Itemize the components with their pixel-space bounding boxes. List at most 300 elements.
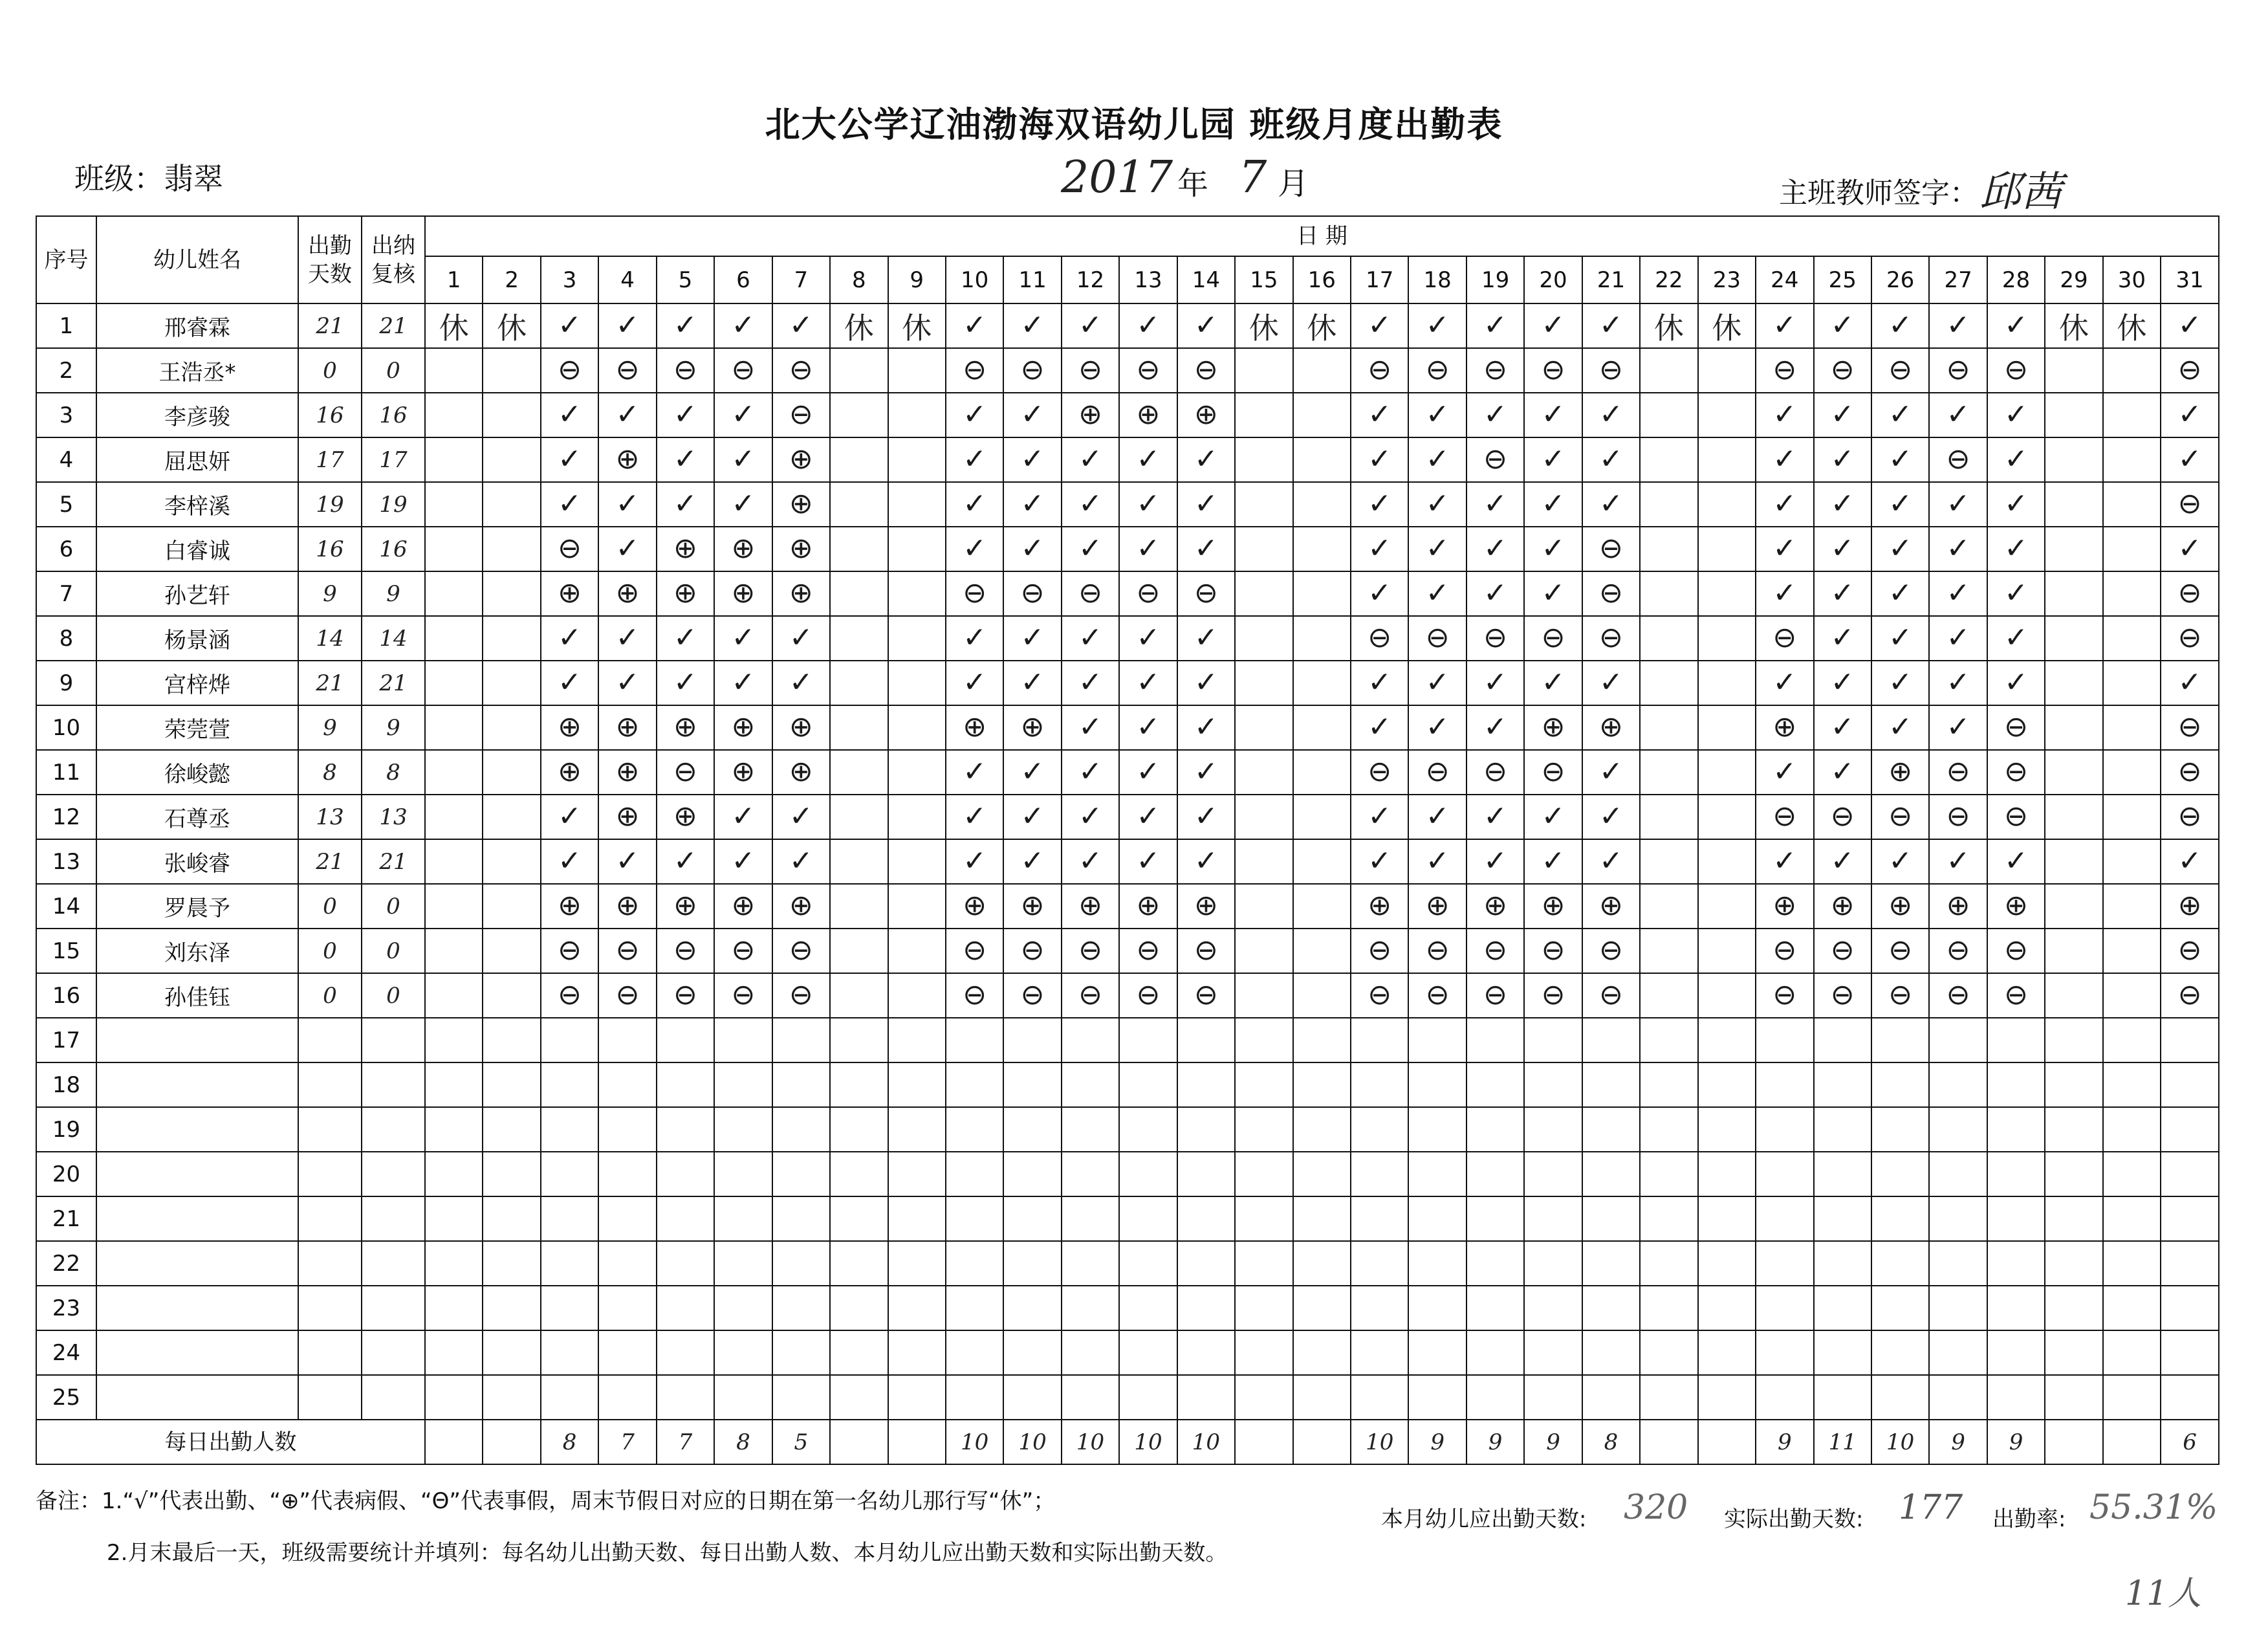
attendance-days: 0: [298, 884, 362, 929]
attendance-cell: [1351, 1286, 1408, 1330]
attendance-cell: [714, 973, 772, 1018]
student-row: [36, 1196, 2219, 1241]
month-unit: 月: [1278, 166, 1309, 202]
attendance-cell: [2161, 1196, 2219, 1241]
attendance-cell: [1467, 884, 1524, 929]
attendance-cell: [425, 571, 483, 616]
student-row: [36, 1375, 2219, 1420]
row-number: 3: [36, 393, 96, 437]
row-number: 8: [36, 616, 96, 661]
attendance-cell: [946, 1241, 1003, 1286]
attendance-cell: [1467, 705, 1524, 750]
attendance-cell: [946, 661, 1003, 705]
personal-leave-mark: ⊖: [789, 398, 813, 431]
header-days-line2: 天数: [308, 261, 352, 287]
attendance-cell: [1582, 1107, 1640, 1152]
attendance-cell: [1062, 795, 1119, 839]
holiday-mark: 休: [844, 310, 874, 346]
row-number: 5: [36, 482, 96, 527]
attendance-cell: [1987, 929, 2045, 973]
attendance-cell: [1467, 1107, 1524, 1152]
attendance-cell: [1929, 482, 1987, 527]
attendance-cell: [1293, 393, 1351, 437]
attendance-cell: [1467, 482, 1524, 527]
present-mark: ✓: [1599, 844, 1623, 877]
sick-leave-mark: ⊕: [963, 710, 987, 743]
attendance-cell: [598, 750, 656, 795]
attendance-cell: [1003, 527, 1061, 571]
present-mark: ✓: [1078, 532, 1102, 565]
attendance-cell: [1235, 303, 1292, 348]
attendance-cell: [1003, 616, 1061, 661]
attendance-cell: [2161, 348, 2219, 393]
attendance-cell: [1640, 884, 1697, 929]
attendance-cell: [1871, 1107, 1929, 1152]
attendance-days: [298, 1241, 362, 1286]
attendance-cell: [772, 661, 830, 705]
attendance-cell: [830, 482, 888, 527]
rate-value: 55.31%: [2089, 1488, 2218, 1527]
holiday-mark: 休: [2058, 310, 2089, 346]
cashier-check: 14: [362, 616, 425, 661]
attendance-cell: [1756, 1241, 1813, 1286]
attendance-cell: [946, 1330, 1003, 1375]
page-title: 北大公学辽油渤海双语幼儿园 班级月度出勤表: [765, 104, 1503, 145]
attendance-days: 9: [298, 571, 362, 616]
attendance-cell: [598, 884, 656, 929]
attendance-cell: [541, 571, 598, 616]
present-mark: ✓: [1541, 532, 1565, 565]
personal-leave-mark: ⊖: [1425, 621, 1450, 654]
date-col-header: 4: [598, 256, 656, 303]
date-col-header: 17: [1351, 256, 1408, 303]
attendance-cell: [1524, 527, 1582, 571]
present-mark: ✓: [1425, 398, 1450, 431]
personal-leave-mark: ⊖: [1830, 353, 1855, 386]
attendance-cell: [425, 795, 483, 839]
student-name: 邢睿霖: [96, 303, 298, 348]
student-row: [36, 929, 2219, 973]
attendance-cell: [1756, 795, 1813, 839]
attendance-cell: [888, 303, 946, 348]
student-name: [96, 1286, 298, 1330]
row-number: 7: [36, 571, 96, 616]
attendance-days: [298, 1018, 362, 1062]
daily-count: [2103, 1420, 2161, 1464]
attendance-cell: [541, 1241, 598, 1286]
attendance-cell: [1987, 1375, 2045, 1420]
attendance-cell: [1351, 661, 1408, 705]
attendance-cell: [1119, 1286, 1177, 1330]
present-mark: ✓: [1888, 621, 1913, 654]
attendance-cell: [830, 884, 888, 929]
attendance-cell: [1582, 1241, 1640, 1286]
attendance-cell: [1582, 393, 1640, 437]
attendance-cell: [1698, 1241, 1756, 1286]
attendance-cell: [1814, 929, 1871, 973]
attendance-cell: [1062, 1330, 1119, 1375]
attendance-cell: [946, 1062, 1003, 1107]
present-mark: ✓: [1772, 443, 1797, 476]
sick-leave-mark: ⊕: [1888, 889, 1913, 922]
attendance-cell: [425, 705, 483, 750]
cashier-check: [362, 1152, 425, 1196]
attendance-cell: [1293, 661, 1351, 705]
attendance-cell: [541, 1018, 598, 1062]
sick-leave-mark: ⊕: [1078, 398, 1102, 431]
attendance-cell: [714, 1062, 772, 1107]
attendance-cell: [425, 616, 483, 661]
attendance-cell: [483, 750, 540, 795]
personal-leave-mark: ⊖: [1020, 577, 1045, 610]
attendance-cell: [483, 661, 540, 705]
attendance-cell: [1756, 348, 1813, 393]
present-mark: ✓: [1946, 666, 1970, 699]
attendance-cell: [598, 1196, 656, 1241]
present-mark: ✓: [789, 621, 813, 654]
present-mark: ✓: [558, 443, 582, 476]
present-mark: ✓: [789, 800, 813, 833]
present-mark: ✓: [1946, 844, 1970, 877]
present-mark: ✓: [673, 666, 697, 699]
attendance-cell: [1524, 482, 1582, 527]
attendance-cell: [1756, 571, 1813, 616]
personal-leave-mark: ⊖: [1483, 353, 1508, 386]
holiday-mark: 休: [1307, 310, 1337, 346]
personal-leave-mark: ⊖: [2177, 710, 2202, 743]
student-row: [36, 795, 2219, 839]
present-mark: ✓: [2177, 666, 2202, 699]
attendance-cell: [1582, 661, 1640, 705]
attendance-cell: [772, 973, 830, 1018]
cashier-check: 0: [362, 884, 425, 929]
attendance-cell: [598, 1062, 656, 1107]
attendance-cell: [772, 884, 830, 929]
attendance-cell: [1582, 750, 1640, 795]
row-number: 21: [36, 1196, 96, 1241]
attendance-cell: [1119, 1152, 1177, 1196]
attendance-cell: [1062, 393, 1119, 437]
sick-leave-mark: ⊕: [731, 532, 756, 565]
attendance-cell: [1408, 750, 1466, 795]
attendance-cell: [1408, 1375, 1466, 1420]
attendance-cell: [888, 1330, 946, 1375]
attendance-cell: [1814, 795, 1871, 839]
personal-leave-mark: ⊖: [2177, 800, 2202, 833]
attendance-cell: [2045, 884, 2102, 929]
attendance-cell: [830, 705, 888, 750]
personal-leave-mark: ⊖: [615, 978, 640, 1011]
attendance-days: 21: [298, 661, 362, 705]
attendance-cell: [1756, 839, 1813, 884]
attendance-cell: [1177, 437, 1235, 482]
row-number: 2: [36, 348, 96, 393]
attendance-cell: [1467, 437, 1524, 482]
attendance-cell: [1582, 482, 1640, 527]
sick-leave-mark: ⊕: [963, 889, 987, 922]
attendance-cell: [1756, 1286, 1813, 1330]
daily-count: [2045, 1420, 2102, 1464]
attendance-cell: [1003, 973, 1061, 1018]
attendance-cell: [1582, 303, 1640, 348]
attendance-cell: [425, 1375, 483, 1420]
attendance-cell: [1987, 527, 2045, 571]
attendance-cell: [1408, 303, 1466, 348]
present-mark: ✓: [1194, 443, 1218, 476]
attendance-cell: [1408, 1330, 1466, 1375]
attendance-cell: [425, 661, 483, 705]
student-row: [36, 1107, 2219, 1152]
date-col-header: 29: [2045, 256, 2102, 303]
attendance-cell: [541, 1062, 598, 1107]
attendance-cell: [1524, 348, 1582, 393]
attendance-days: 16: [298, 393, 362, 437]
personal-leave-mark: ⊖: [731, 978, 756, 1011]
header-days: [298, 216, 362, 303]
attendance-cell: [1467, 1062, 1524, 1107]
attendance-cell: [1467, 571, 1524, 616]
attendance-cell: [714, 661, 772, 705]
attendance-cell: [714, 616, 772, 661]
attendance-cell: [1987, 795, 2045, 839]
attendance-cell: [2161, 839, 2219, 884]
attendance-cell: [714, 1330, 772, 1375]
attendance-cell: [946, 884, 1003, 929]
attendance-cell: [1814, 973, 1871, 1018]
attendance-cell: [1293, 616, 1351, 661]
attendance-cell: [657, 1107, 714, 1152]
header-days-line1: 出勤: [308, 232, 352, 259]
present-mark: ✓: [2004, 443, 2028, 476]
attendance-cell: [1524, 1375, 1582, 1420]
attendance-cell: [1698, 527, 1756, 571]
attendance-cell: [1929, 393, 1987, 437]
present-mark: ✓: [1483, 487, 1508, 520]
student-name: 王浩丞*: [96, 348, 298, 393]
personal-leave-mark: ⊖: [2004, 353, 2028, 386]
attendance-cell: [2161, 795, 2219, 839]
attendance-cell: [1235, 884, 1292, 929]
attendance-cell: [1408, 661, 1466, 705]
attendance-cell: [1929, 750, 1987, 795]
personal-leave-mark: ⊖: [1946, 800, 1970, 833]
personal-leave-mark: ⊖: [1368, 978, 1392, 1011]
present-mark: ✓: [1772, 577, 1797, 610]
date-col-header: 3: [541, 256, 598, 303]
attendance-cell: [1698, 482, 1756, 527]
attendance-cell: [1408, 839, 1466, 884]
holiday-mark: 休: [902, 310, 932, 346]
year-unit: 年: [1177, 166, 1209, 202]
attendance-cell: [1467, 1286, 1524, 1330]
attendance-cell: [1351, 1241, 1408, 1286]
cashier-check: 0: [362, 929, 425, 973]
attendance-cell: [1235, 1062, 1292, 1107]
attendance-cell: [772, 1375, 830, 1420]
attendance-cell: [946, 303, 1003, 348]
personal-leave-mark: ⊖: [963, 353, 987, 386]
attendance-cell: [1640, 1018, 1697, 1062]
personal-leave-mark: ⊖: [789, 353, 813, 386]
daily-count: 10: [1119, 1420, 1177, 1464]
attendance-cell: [1235, 973, 1292, 1018]
present-mark: ✓: [1020, 800, 1045, 833]
attendance-cell: [541, 348, 598, 393]
attendance-cell: [598, 303, 656, 348]
personal-leave-mark: ⊖: [1830, 800, 1855, 833]
attendance-cell: [1119, 303, 1177, 348]
attendance-cell: [1756, 1018, 1813, 1062]
attendance-cell: [1467, 527, 1524, 571]
present-mark: ✓: [1772, 532, 1797, 565]
attendance-cell: [1871, 1330, 1929, 1375]
attendance-cell: [425, 973, 483, 1018]
cashier-check: 9: [362, 705, 425, 750]
present-mark: ✓: [1194, 755, 1218, 788]
attendance-cell: [1524, 1018, 1582, 1062]
present-mark: ✓: [1888, 710, 1913, 743]
present-mark: ✓: [673, 844, 697, 877]
attendance-cell: [1698, 929, 1756, 973]
attendance-cell: [1003, 437, 1061, 482]
daily-count: [1293, 1420, 1351, 1464]
attendance-cell: [657, 1018, 714, 1062]
attendance-cell: [1871, 1286, 1929, 1330]
attendance-cell: [2103, 661, 2161, 705]
attendance-cell: [772, 303, 830, 348]
attendance-cell: [2103, 527, 2161, 571]
date-col-header: 7: [772, 256, 830, 303]
row-number: 24: [36, 1330, 96, 1375]
row-number: 13: [36, 839, 96, 884]
daily-count: 6: [2161, 1420, 2219, 1464]
attendance-cell: [1293, 303, 1351, 348]
student-row: [36, 973, 2219, 1018]
attendance-cell: [2103, 437, 2161, 482]
sick-leave-mark: ⊕: [615, 889, 640, 922]
sick-leave-mark: ⊕: [558, 755, 582, 788]
attendance-cell: [425, 527, 483, 571]
attendance-cell: [830, 973, 888, 1018]
attendance-cell: [1235, 839, 1292, 884]
attendance-cell: [1177, 1018, 1235, 1062]
attendance-cell: [1235, 661, 1292, 705]
present-mark: ✓: [1772, 398, 1797, 431]
personal-leave-mark: ⊖: [1368, 621, 1392, 654]
present-mark: ✓: [1599, 666, 1623, 699]
attendance-cell: [1929, 1062, 1987, 1107]
month-value: 7: [1239, 152, 1267, 203]
attendance-cell: [772, 705, 830, 750]
attendance-cell: [1698, 393, 1756, 437]
personal-leave-mark: ⊖: [2004, 934, 2028, 967]
attendance-cell: [1062, 929, 1119, 973]
attendance-cell: [2161, 884, 2219, 929]
attendance-cell: [1408, 1107, 1466, 1152]
attendance-cell: [2161, 1286, 2219, 1330]
attendance-cell: [1582, 795, 1640, 839]
sick-leave-mark: ⊕: [558, 889, 582, 922]
attendance-cell: [1756, 973, 1813, 1018]
attendance-cell: [1293, 929, 1351, 973]
personal-leave-mark: ⊖: [1368, 755, 1392, 788]
attendance-cell: [598, 929, 656, 973]
present-mark: ✓: [673, 487, 697, 520]
attendance-cell: [1062, 1375, 1119, 1420]
sick-leave-mark: ⊕: [789, 710, 813, 743]
attendance-cell: [1408, 1152, 1466, 1196]
attendance-cell: [830, 1286, 888, 1330]
attendance-cell: [1062, 1196, 1119, 1241]
present-mark: ✓: [1078, 443, 1102, 476]
attendance-cell: [2103, 973, 2161, 1018]
attendance-cell: [657, 303, 714, 348]
attendance-cell: [1814, 527, 1871, 571]
attendance-cell: [2161, 482, 2219, 527]
attendance-cell: [1293, 1241, 1351, 1286]
attendance-cell: [1871, 795, 1929, 839]
attendance-cell: [1871, 437, 1929, 482]
cashier-check: [362, 1062, 425, 1107]
cashier-check: 21: [362, 839, 425, 884]
attendance-cell: [1062, 1107, 1119, 1152]
attendance-cell: [946, 973, 1003, 1018]
attendance-cell: [1351, 884, 1408, 929]
attendance-cell: [1467, 750, 1524, 795]
personal-leave-mark: ⊖: [673, 978, 697, 1011]
attendance-cell: [425, 1018, 483, 1062]
present-mark: ✓: [1078, 710, 1102, 743]
date-col-header: 6: [714, 256, 772, 303]
attendance-cell: [541, 527, 598, 571]
attendance-cell: [2103, 929, 2161, 973]
present-mark: ✓: [1830, 443, 1855, 476]
attendance-cell: [1987, 1152, 2045, 1196]
personal-leave-mark: ⊖: [1888, 800, 1913, 833]
present-mark: ✓: [2004, 398, 2028, 431]
present-mark: ✓: [1368, 487, 1392, 520]
attendance-cell: [657, 1286, 714, 1330]
attendance-cell: [425, 750, 483, 795]
date-col-header: 15: [1235, 256, 1292, 303]
daily-count: 5: [772, 1420, 830, 1464]
attendance-cell: [483, 1375, 540, 1420]
present-mark: ✓: [1946, 398, 1970, 431]
attendance-cell: [1293, 527, 1351, 571]
attendance-cell: [1871, 527, 1929, 571]
daily-count: 9: [1756, 1420, 1813, 1464]
date-col-header: 10: [946, 256, 1003, 303]
attendance-cell: [1929, 839, 1987, 884]
attendance-cell: [1814, 1375, 1871, 1420]
attendance-cell: [1235, 795, 1292, 839]
extra-note: 11人: [2125, 1574, 2202, 1613]
attendance-cell: [1293, 482, 1351, 527]
attendance-cell: [1582, 839, 1640, 884]
attendance-cell: [1756, 750, 1813, 795]
present-mark: ✓: [1888, 532, 1913, 565]
attendance-cell: [946, 393, 1003, 437]
attendance-cell: [1640, 1330, 1697, 1375]
attendance-cell: [772, 616, 830, 661]
present-mark: ✓: [1020, 309, 1045, 342]
attendance-cell: [1987, 1062, 2045, 1107]
attendance-cell: [1062, 1018, 1119, 1062]
attendance-cell: [2045, 705, 2102, 750]
attendance-cell: [1119, 839, 1177, 884]
attendance-cell: [2045, 1152, 2102, 1196]
attendance-cell: [1582, 437, 1640, 482]
